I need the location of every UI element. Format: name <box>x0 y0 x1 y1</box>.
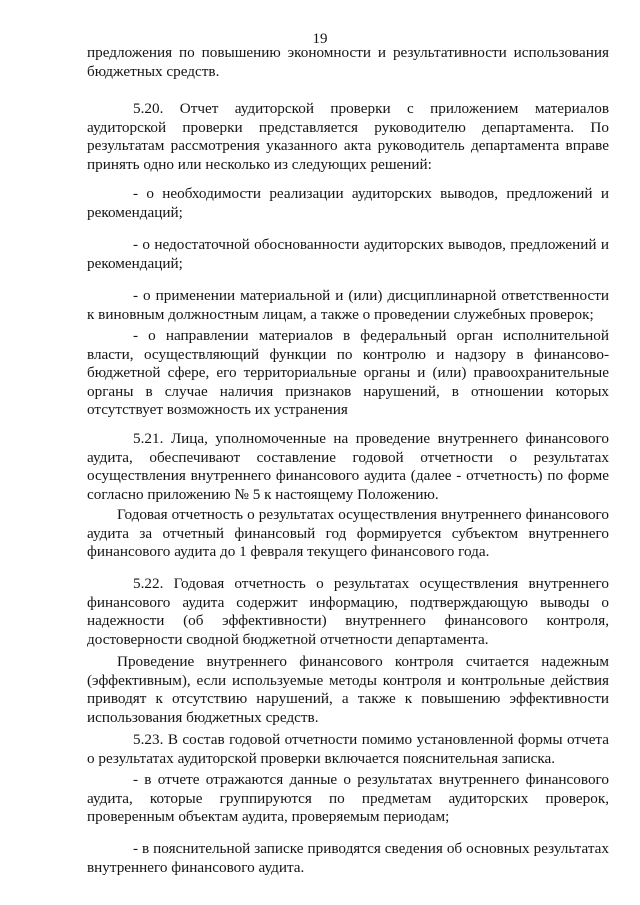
list-item-explanatory-note: - в пояснительной записке приводятся сведения об основных результатах внутреннего финансового аудита. <box>87 840 609 876</box>
list-item-referral: - о направлении материалов в федеральный орган исполнительной власти, осуществляющий функции по контролю и надзору в финансово-бюджетной сфере, его территориальные органы и (или) правоохранительные органы в случае наличия признаков нарушений, в отношении которых отсутствует возможность их устранения <box>87 327 609 418</box>
paragraph-5-20: 5.20. Отчет аудиторской проверки с приложением материалов аудиторской проверки представляется руководителю департамента. По результатам рассмотрения указанного акта руководитель департамента вправе принять одно или несколько из следующих решений: <box>87 100 609 173</box>
paragraph-5-22: 5.22. Годовая отчетность о результатах осуществления внутреннего финансового аудита содержит информацию, подтверждающую выводы о надежности (об эффективности) внутреннего финансового контроля, достоверности сводной бюджетной отчетности департамента. <box>87 575 609 648</box>
paragraph-reliability-definition: Проведение внутреннего финансового контроля считается надежным (эффективным), если используемые методы контроля и контрольные действия приводят к отсутствию нарушений, а также к повышению эффективности использования бюджетных средств. <box>87 653 609 726</box>
paragraph-annual-report-deadline: Годовая отчетность о результатах осуществления внутреннего финансового аудита за отчетный финансовый год формируется субъектом внутреннего финансового аудита до 1 февраля текущего финансового года. <box>87 506 609 560</box>
paragraph-continuation: предложения по повышению экономности и результативности использования бюджетных средств. <box>87 44 609 80</box>
page-number: 19 <box>312 31 328 47</box>
list-item-liability: - о применении материальной и (или) дисциплинарной ответственности к виновным должностным лицам, а также о проведении служебных проверок; <box>87 287 609 323</box>
list-item-report-data: - в отчете отражаются данные о результатах внутреннего финансового аудита, которые группируются по предметам аудиторских проверок, проверенным объектам аудита, проверяемым периодам; <box>87 771 609 825</box>
list-item-implementation: - о необходимости реализации аудиторских выводов, предложений и рекомендаций; <box>87 185 609 221</box>
list-item-insufficient-justification: - о недостаточной обоснованности аудиторских выводов, предложений и рекомендаций; <box>87 236 609 272</box>
paragraph-5-21: 5.21. Лица, уполномоченные на проведение внутреннего финансового аудита, обеспечивают составление годовой отчетности о результатах осуществления внутреннего финансового аудита (далее - отчетность) по форме согласно приложению № 5 к настоящему Положению. <box>87 430 609 503</box>
paragraph-5-23: 5.23. В состав годовой отчетности помимо установленной формы отчета о результатах аудиторской проверки включается пояснительная записка. <box>87 731 609 767</box>
